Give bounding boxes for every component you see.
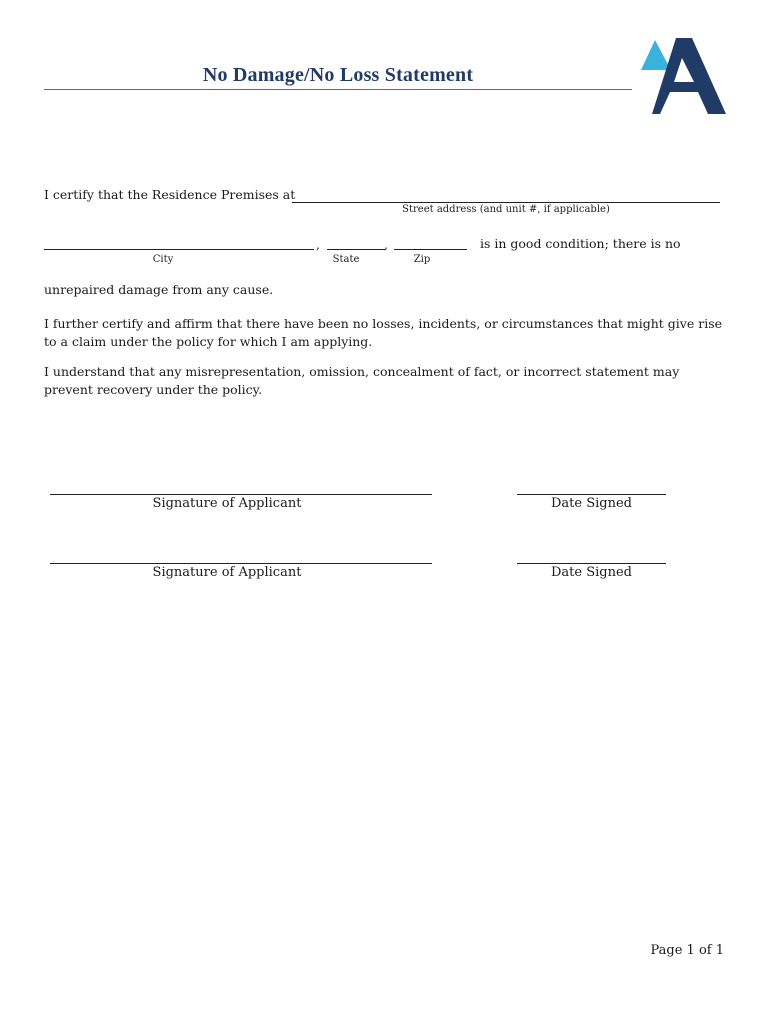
page-title: No Damage/No Loss Statement <box>202 64 474 86</box>
signature-label: Signature of Applicant <box>152 496 302 511</box>
date-label: Date Signed <box>551 565 632 580</box>
company-logo-icon <box>640 38 728 118</box>
affirm-paragraph: I further certify and affirm that there have been no losses, incidents, or circumstances that might give rise to a claim under the policy for which I am applying. <box>44 316 723 349</box>
good-condition-text: is in good condition; there is no <box>480 236 681 251</box>
date-label: Date Signed <box>551 496 632 511</box>
comma-separator: , <box>384 237 388 252</box>
certify-prefix: I certify that the Residence Premises at <box>44 187 296 202</box>
title-underline <box>44 89 632 90</box>
date-line[interactable] <box>517 494 666 495</box>
misrepresentation-paragraph: I understand that any misrepresentation, omission, concealment of fact, or incorrect statement may prevent recovery under the policy. <box>44 364 680 397</box>
zip-line[interactable] <box>394 249 467 250</box>
city-caption: City <box>152 254 174 265</box>
unrepaired-text: unrepaired damage from any cause. <box>44 282 274 297</box>
comma-separator: , <box>316 237 320 252</box>
page-number: Page 1 of 1 <box>650 943 724 958</box>
signature-label: Signature of Applicant <box>152 565 302 580</box>
city-line[interactable] <box>44 249 314 250</box>
date-line[interactable] <box>517 563 666 564</box>
state-line[interactable] <box>327 249 385 250</box>
signature-line[interactable] <box>50 494 432 495</box>
zip-caption: Zip <box>413 254 431 265</box>
state-caption: State <box>332 254 360 265</box>
street-caption: Street address (and unit #, if applicable) <box>402 204 610 215</box>
signature-line[interactable] <box>50 563 432 564</box>
street-address-line[interactable] <box>292 202 720 203</box>
